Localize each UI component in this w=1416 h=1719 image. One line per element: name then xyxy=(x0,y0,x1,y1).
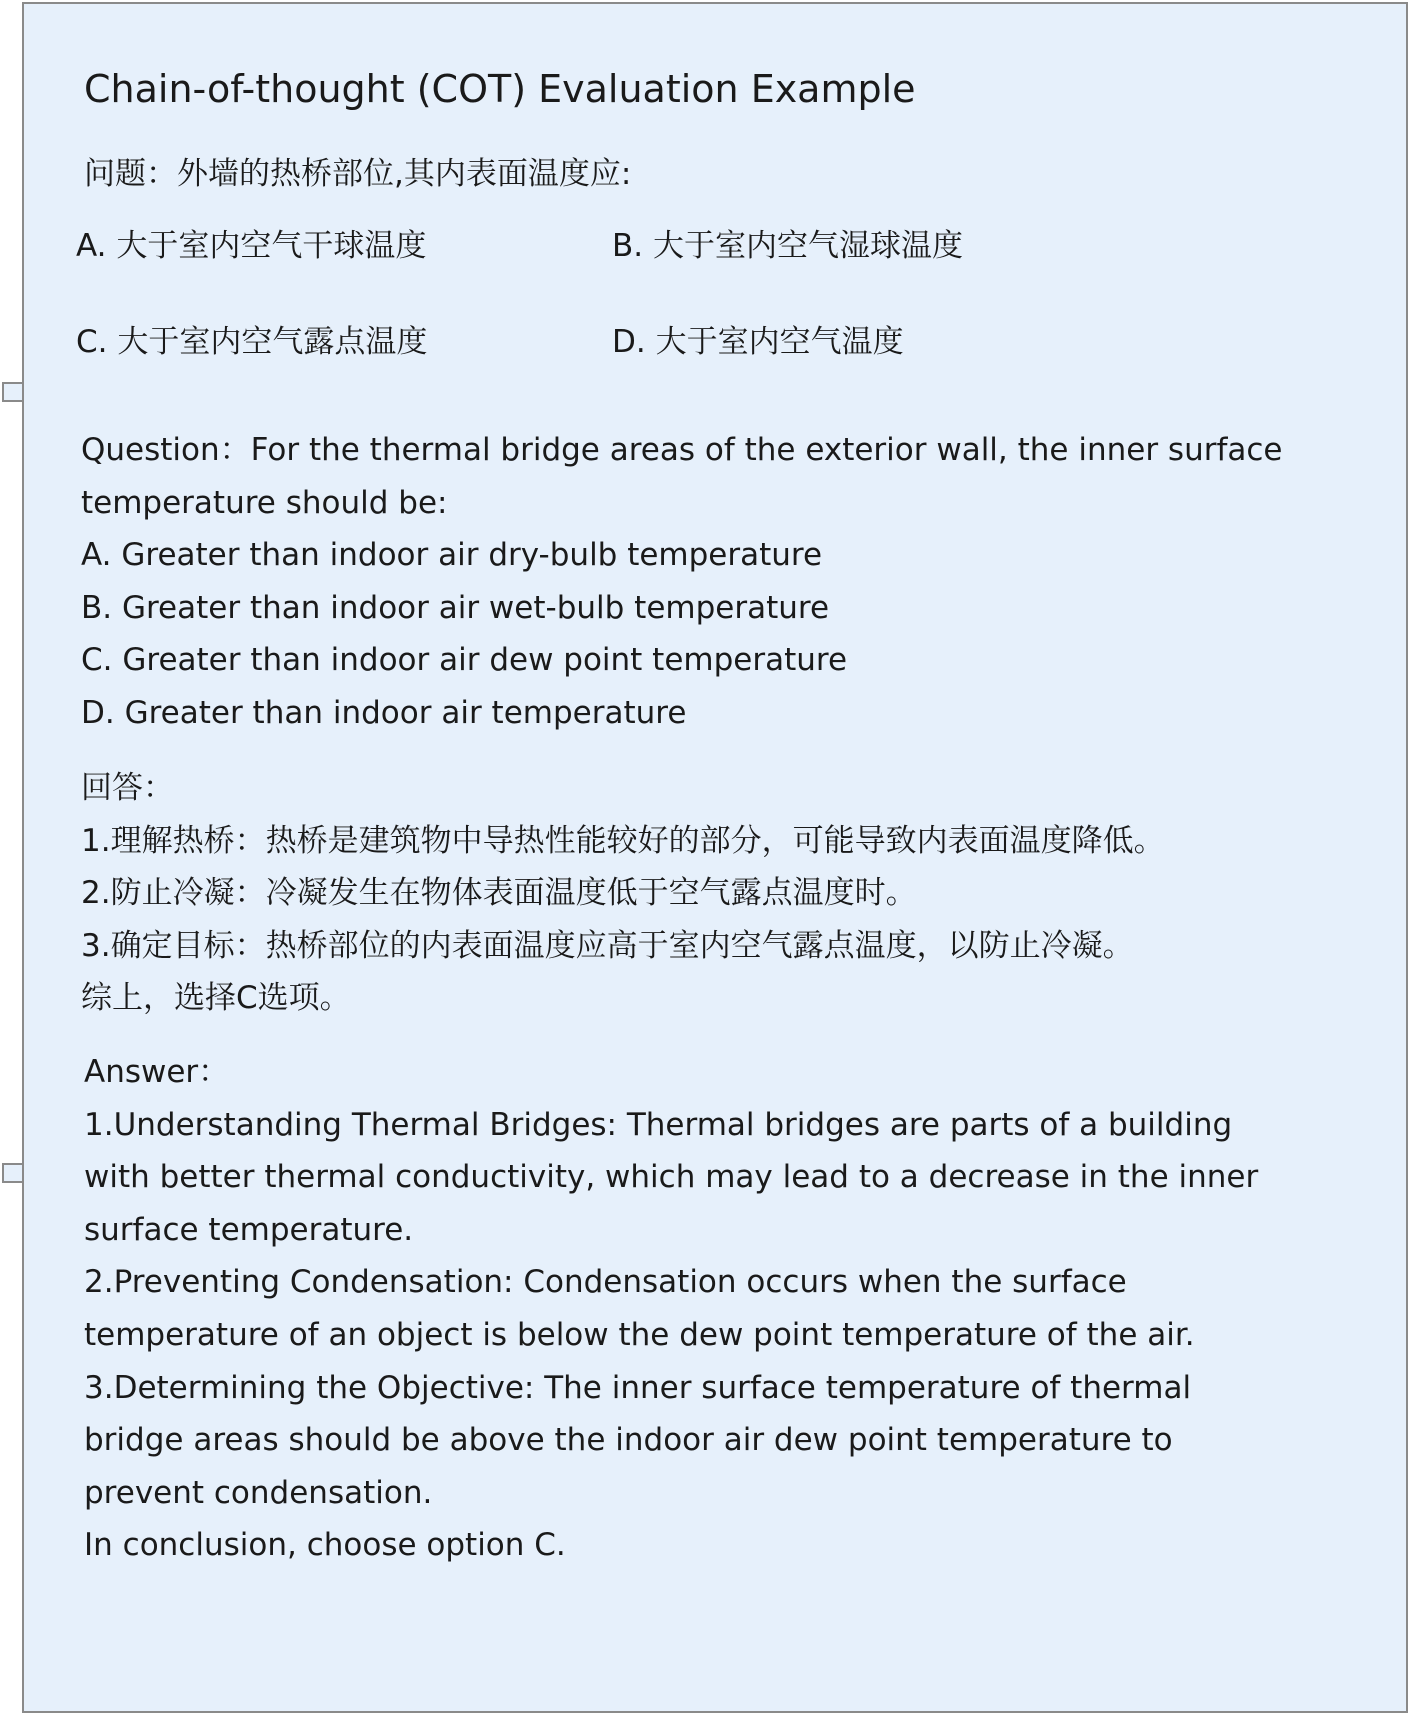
zh-option-a: A. 大于室内空气干球温度 xyxy=(76,228,427,264)
en-question-line: Question：For the thermal bridge areas of the exterior wall, the inner surface xyxy=(81,432,1283,468)
en-answer-heading: Answer： xyxy=(84,1054,230,1090)
en-answer-line: prevent condensation. xyxy=(84,1474,433,1511)
zh-question: 问题：外墙的热桥部位,其内表面温度应: xyxy=(84,156,632,192)
card-title: Chain-of-thought (COT) Evaluation Example xyxy=(84,67,916,111)
zh-answer-block xyxy=(81,762,1165,1025)
en-answer-block xyxy=(84,1046,1258,1572)
cot-example-card xyxy=(22,2,1408,1713)
en-question-line: temperature should be: xyxy=(81,484,448,521)
en-answer-line: 2.Preventing Condensation: Condensation occurs when the surface xyxy=(84,1264,1127,1301)
en-answer-line: In conclusion, choose option C. xyxy=(84,1527,566,1564)
en-option-c: C. Greater than indoor air dew point temperature xyxy=(81,642,848,679)
en-question-block xyxy=(81,424,1283,740)
en-answer-line: 3.Determining the Objective: The inner surface temperature of thermal xyxy=(84,1369,1192,1406)
zh-answer-line: 综上，选择C选项。 xyxy=(81,980,351,1017)
zh-answer-heading: 回答： xyxy=(81,770,174,806)
en-answer-line: surface temperature. xyxy=(84,1211,414,1248)
en-answer-line: temperature of an object is below the dew point temperature of the air. xyxy=(84,1316,1195,1353)
zh-answer-line: 1.理解热桥：热桥是建筑物中导热性能较好的部分，可能导致内表面温度降低。 xyxy=(81,822,1165,859)
zh-answer-line: 3.确定目标：热桥部位的内表面温度应高于室内空气露点温度，以防止冷凝。 xyxy=(81,927,1134,964)
en-option-a: A. Greater than indoor air dry-bulb temperature xyxy=(81,537,823,574)
en-answer-line: bridge areas should be above the indoor air dew point temperature to xyxy=(84,1422,1173,1459)
zh-answer-line: 2.防止冷凝：冷凝发生在物体表面温度低于空气露点温度时。 xyxy=(81,875,917,912)
en-option-d: D. Greater than indoor air temperature xyxy=(81,694,687,731)
en-answer-line: 1.Understanding Thermal Bridges: Thermal bridges are parts of a building xyxy=(84,1106,1233,1143)
zh-option-c: C. 大于室内空气露点温度 xyxy=(76,324,428,360)
en-option-b: B. Greater than indoor air wet-bulb temperature xyxy=(81,589,830,626)
en-answer-line: with better thermal conductivity, which may lead to a decrease in the inner xyxy=(84,1159,1259,1196)
zh-option-d: D. 大于室内空气温度 xyxy=(612,324,904,360)
zh-option-b: B. 大于室内空气湿球温度 xyxy=(612,228,963,264)
